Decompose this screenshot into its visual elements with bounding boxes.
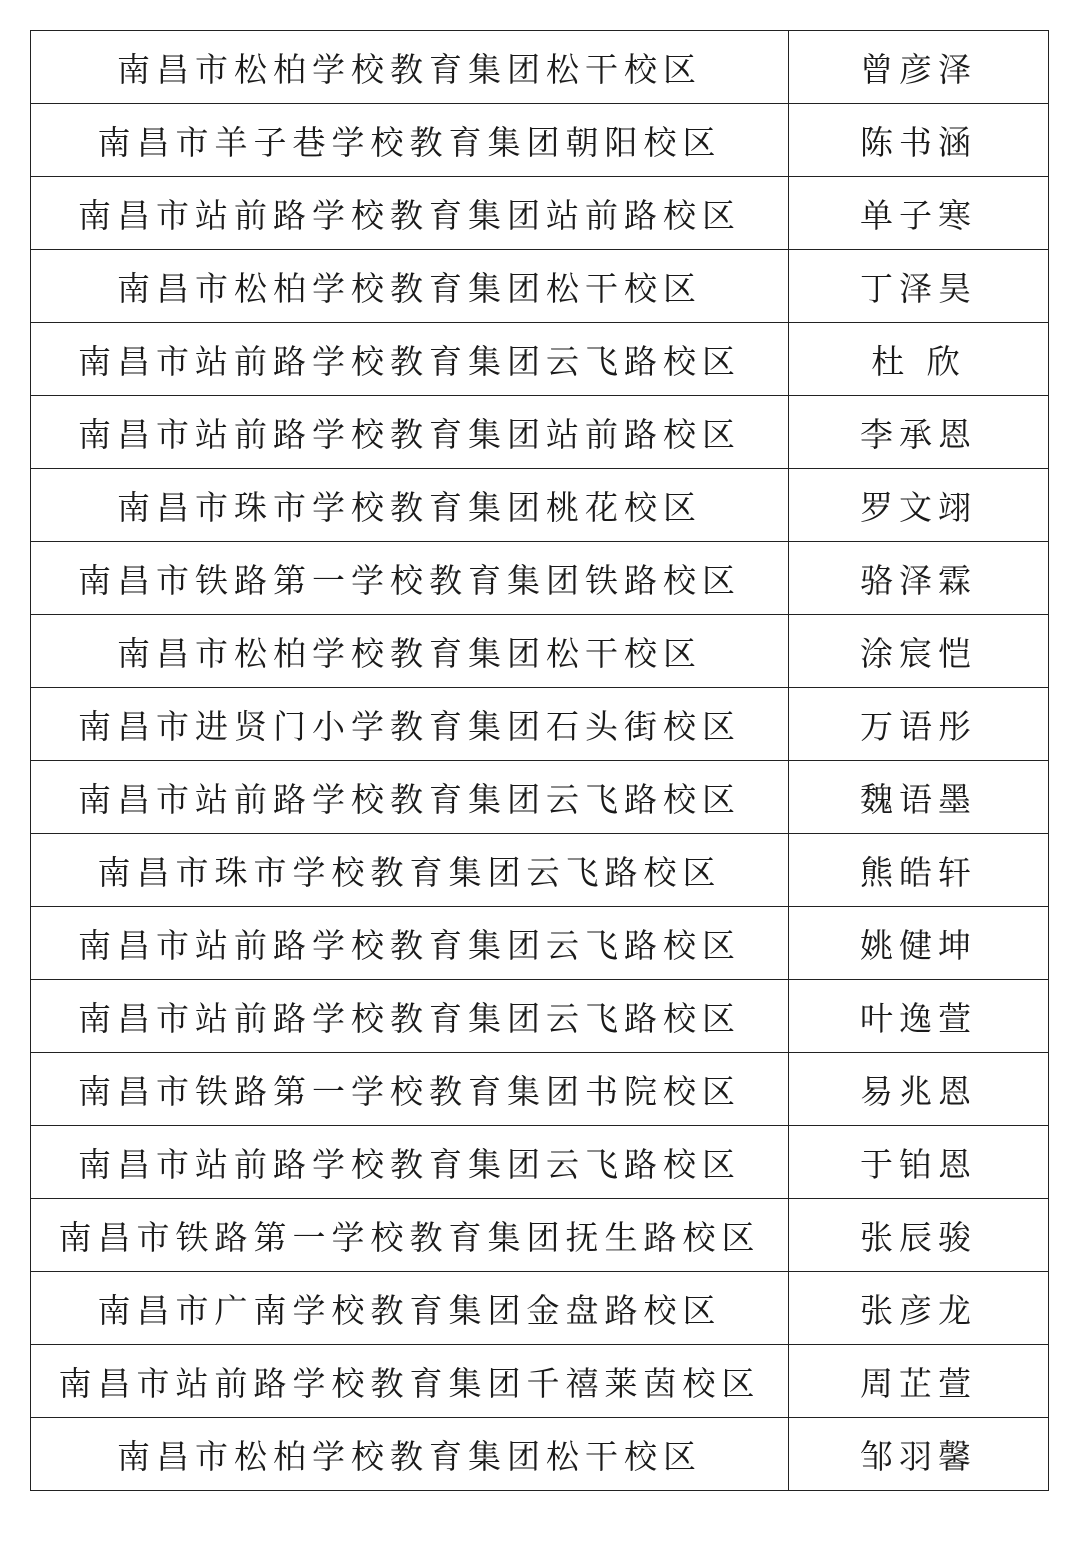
table-row: [31, 980, 1049, 1053]
student-name-cell: 骆泽霖: [789, 542, 1049, 615]
table-row: [31, 177, 1049, 250]
roster-sheet: [30, 30, 1048, 1491]
school-campus-cell: 南昌市进贤门小学教育集团石头街校区: [31, 688, 789, 761]
table-row: [31, 250, 1049, 323]
student-name-cell: 姚健坤: [789, 907, 1049, 980]
school-campus-cell: 南昌市站前路学校教育集团云飞路校区: [31, 761, 789, 834]
school-campus-cell: 南昌市铁路第一学校教育集团铁路校区: [31, 542, 789, 615]
student-name-cell: 魏语墨: [789, 761, 1049, 834]
student-name-cell: 周芷萱: [789, 1345, 1049, 1418]
school-campus-cell: 南昌市松柏学校教育集团松干校区: [31, 250, 789, 323]
table-row: [31, 688, 1049, 761]
school-campus-cell: 南昌市珠市学校教育集团桃花校区: [31, 469, 789, 542]
school-campus-cell: 南昌市站前路学校教育集团千禧莱茵校区: [31, 1345, 789, 1418]
table-row: [31, 907, 1049, 980]
student-name-cell: 易兆恩: [789, 1053, 1049, 1126]
table-row: [31, 323, 1049, 396]
student-name-cell: 陈书涵: [789, 104, 1049, 177]
school-campus-cell: 南昌市羊子巷学校教育集团朝阳校区: [31, 104, 789, 177]
school-campus-cell: 南昌市铁路第一学校教育集团抚生路校区: [31, 1199, 789, 1272]
table-row: [31, 31, 1049, 104]
student-name-cell: 万语彤: [789, 688, 1049, 761]
school-campus-cell: 南昌市珠市学校教育集团云飞路校区: [31, 834, 789, 907]
table-row: [31, 1272, 1049, 1345]
table-row: [31, 834, 1049, 907]
student-name-cell: 邹羽馨: [789, 1418, 1049, 1491]
student-name-cell: 叶逸萱: [789, 980, 1049, 1053]
student-name-cell: 罗文翊: [789, 469, 1049, 542]
table-row: [31, 469, 1049, 542]
table-row: [31, 542, 1049, 615]
student-name-cell: 涂宸恺: [789, 615, 1049, 688]
student-name-cell: 丁泽昊: [789, 250, 1049, 323]
table-row: [31, 1126, 1049, 1199]
student-name-cell: 张辰骏: [789, 1199, 1049, 1272]
student-name-cell: 单子寒: [789, 177, 1049, 250]
school-campus-cell: 南昌市广南学校教育集团金盘路校区: [31, 1272, 789, 1345]
school-campus-cell: 南昌市松柏学校教育集团松干校区: [31, 615, 789, 688]
school-campus-cell: 南昌市松柏学校教育集团松干校区: [31, 31, 789, 104]
school-campus-cell: 南昌市松柏学校教育集团松干校区: [31, 1418, 789, 1491]
school-campus-cell: 南昌市站前路学校教育集团云飞路校区: [31, 980, 789, 1053]
table-row: [31, 1053, 1049, 1126]
roster-table-body: [31, 31, 1049, 1491]
table-row: [31, 1345, 1049, 1418]
school-campus-cell: 南昌市站前路学校教育集团站前路校区: [31, 396, 789, 469]
roster-table: [30, 30, 1049, 1491]
student-name-cell: 李承恩: [789, 396, 1049, 469]
table-row: [31, 1418, 1049, 1491]
student-name-cell: 杜 欣: [789, 323, 1049, 396]
table-row: [31, 1199, 1049, 1272]
student-name-cell: 于铂恩: [789, 1126, 1049, 1199]
student-name-cell: 熊皓轩: [789, 834, 1049, 907]
student-name-cell: 张彦龙: [789, 1272, 1049, 1345]
school-campus-cell: 南昌市站前路学校教育集团云飞路校区: [31, 323, 789, 396]
table-row: [31, 396, 1049, 469]
school-campus-cell: 南昌市铁路第一学校教育集团书院校区: [31, 1053, 789, 1126]
school-campus-cell: 南昌市站前路学校教育集团云飞路校区: [31, 907, 789, 980]
student-name-cell: 曾彦泽: [789, 31, 1049, 104]
school-campus-cell: 南昌市站前路学校教育集团云飞路校区: [31, 1126, 789, 1199]
table-row: [31, 104, 1049, 177]
table-row: [31, 615, 1049, 688]
table-row: [31, 761, 1049, 834]
school-campus-cell: 南昌市站前路学校教育集团站前路校区: [31, 177, 789, 250]
